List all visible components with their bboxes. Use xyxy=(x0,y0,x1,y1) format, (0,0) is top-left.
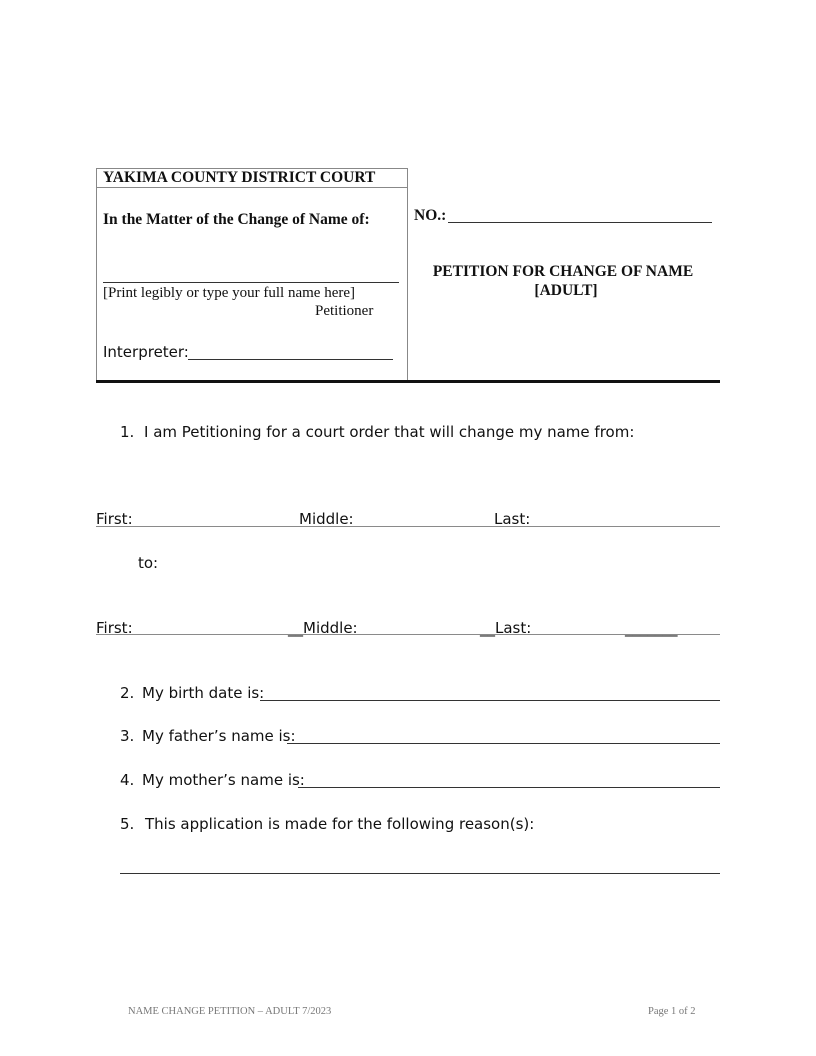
interpreter-label: Interpreter: xyxy=(103,343,189,361)
item-1-statement: I am Petitioning for a court order that will change my name from: xyxy=(144,423,635,441)
mother-name-label: My mother’s name is: xyxy=(142,771,305,789)
father-name-field[interactable] xyxy=(287,743,720,744)
footer-form-id: NAME CHANGE PETITION – ADULT 7/2023 xyxy=(128,1006,332,1017)
current-last-label: Last: xyxy=(494,510,531,528)
item-4-number: 4. xyxy=(120,771,135,789)
new-last-extra-underline: _______ xyxy=(625,619,678,637)
item-3-number: 3. xyxy=(120,727,135,745)
new-middle-field[interactable] xyxy=(358,619,478,636)
interpreter-field[interactable] xyxy=(188,359,393,360)
case-no-label: NO.: xyxy=(414,207,447,224)
item-1-number: 1. xyxy=(120,423,135,441)
petition-title-line2: [ADULT] xyxy=(534,282,598,299)
item-5-number: 5. xyxy=(120,815,135,833)
current-last-field[interactable] xyxy=(528,510,718,527)
new-last-field[interactable] xyxy=(528,619,718,636)
footer-page-number: Page 1 of 2 xyxy=(648,1006,696,1017)
petition-title xyxy=(420,262,706,300)
new-first-label: First: xyxy=(96,619,133,637)
reason-label: This application is made for the following reason(s): xyxy=(145,815,535,833)
print-name-note: [Print legibly or type your full name here] xyxy=(103,285,356,301)
caption-divider xyxy=(96,380,720,383)
item-2-number: 2. xyxy=(120,684,135,702)
birth-date-label: My birth date is: xyxy=(142,684,265,702)
petitioner-label: Petitioner xyxy=(315,303,374,319)
case-no-field[interactable] xyxy=(448,222,712,223)
new-last-label: __Last: xyxy=(480,619,532,637)
birth-date-field[interactable] xyxy=(260,700,720,701)
current-first-field[interactable] xyxy=(132,510,296,527)
new-middle-label: __Middle: xyxy=(288,619,358,637)
to-label: to: xyxy=(138,554,159,572)
new-first-field[interactable] xyxy=(132,619,284,636)
father-name-label: My father’s name is: xyxy=(142,727,296,745)
current-first-label: First: xyxy=(96,510,133,528)
reason-field[interactable] xyxy=(120,873,720,874)
mother-name-field[interactable] xyxy=(298,787,720,788)
petition-title-line1: PETITION FOR CHANGE OF NAME xyxy=(432,263,694,280)
petitioner-name-field[interactable] xyxy=(103,282,399,283)
matter-title: In the Matter of the Change of Name of: xyxy=(103,211,370,228)
court-name: YAKIMA COUNTY DISTRICT COURT xyxy=(103,169,376,186)
current-middle-field[interactable] xyxy=(356,510,490,527)
current-middle-label: Middle: xyxy=(299,510,354,528)
